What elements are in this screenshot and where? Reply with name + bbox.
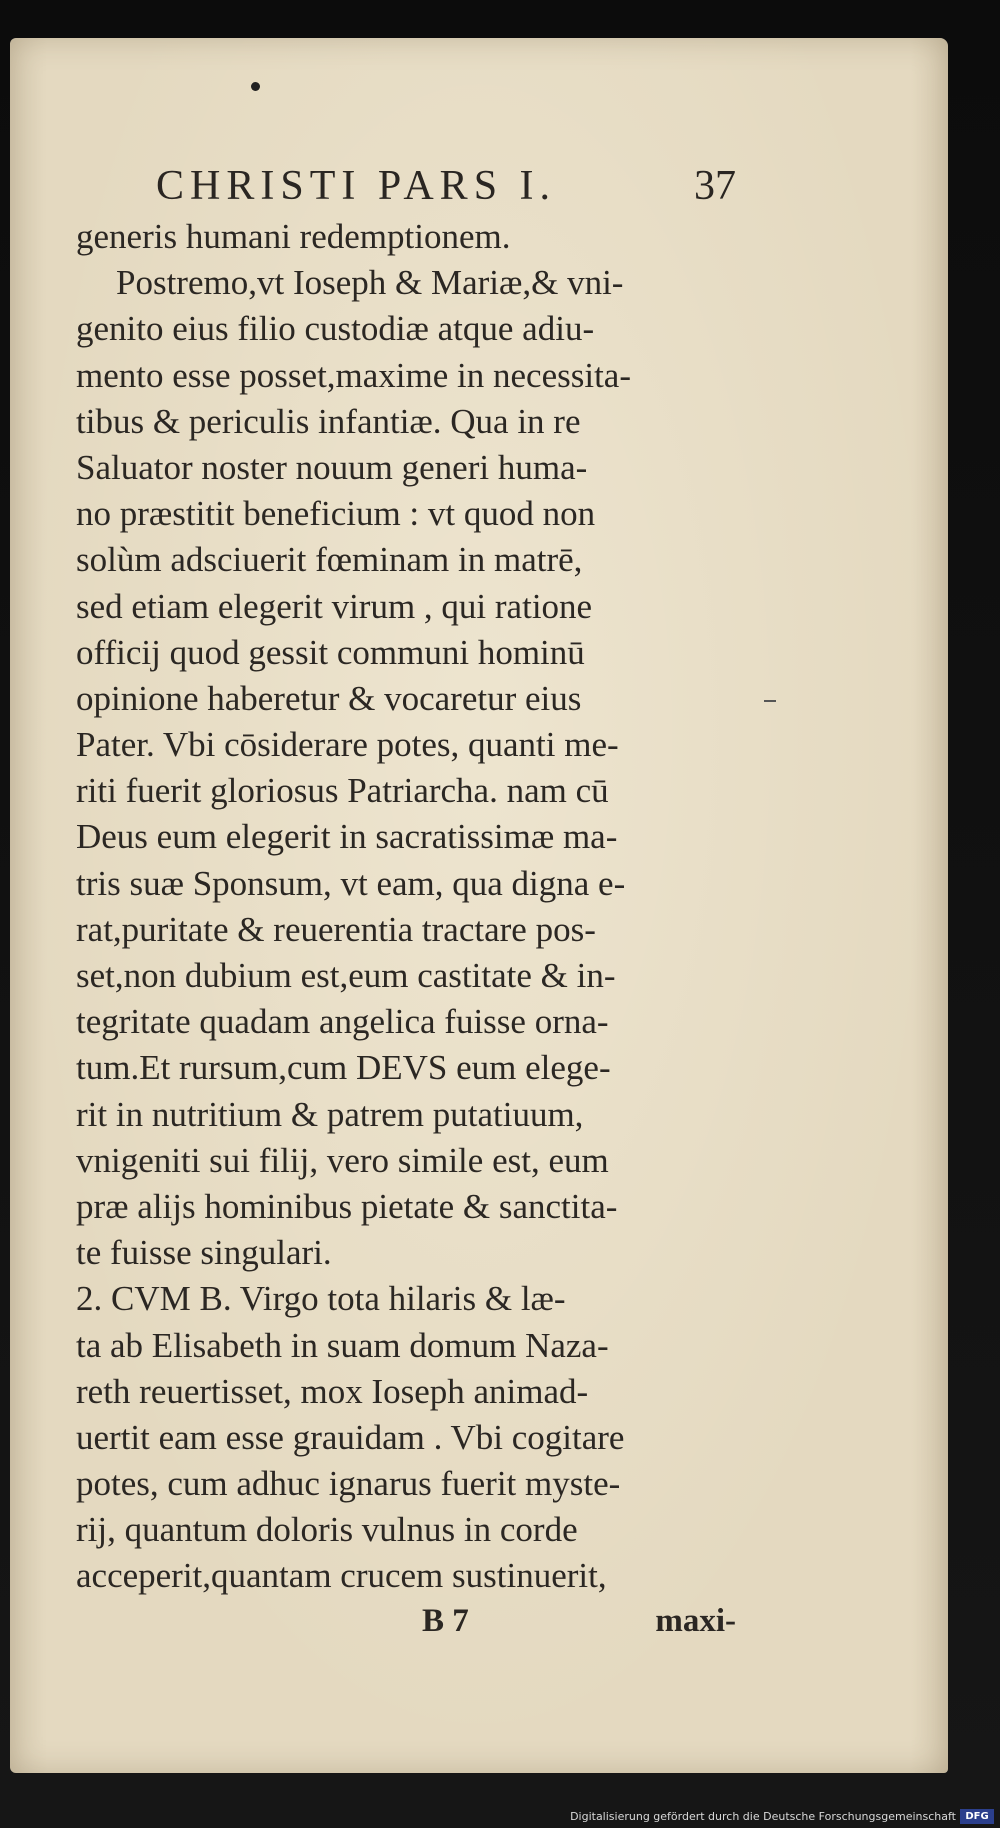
text-line: tris suæ Sponsum, vt eam, qua digna e-: [76, 863, 626, 903]
text-line: tegritate quadam angelica fuisse orna-: [76, 1002, 609, 1042]
book-page: [10, 38, 948, 1773]
catchword: maxi-: [655, 1603, 736, 1639]
text-line: rit in nutritium & patrem putatiuum,: [76, 1094, 584, 1134]
text-line: 2. CVM B. Virgo tota hilaris & læ-: [76, 1279, 566, 1319]
text-line: vnigeniti sui filij, vero simile est, eum: [76, 1140, 609, 1180]
text-line: Pater. Vbi cōsiderare potes, quanti me-: [76, 725, 619, 765]
text-line: riti fuerit gloriosus Patriarcha. nam cū: [76, 771, 609, 811]
text-line: generis humani redemptionem.: [76, 217, 511, 256]
text-line: uertit eam esse grauidam . Vbi cogitare: [76, 1417, 625, 1457]
signature-mark: B 7: [422, 1603, 469, 1639]
text-line: Deus eum elegerit in sacratissimæ ma-: [76, 817, 618, 857]
text-line: reth reuertisset, mox Ioseph animad-: [76, 1371, 589, 1411]
running-head: [156, 156, 736, 216]
text-line: genito eius filio custodiæ atque adiu-: [76, 309, 595, 349]
text-line: mento esse posset,maxime in necessita-: [76, 355, 631, 395]
text-line: rij, quantum doloris vulnus in corde: [76, 1510, 578, 1550]
body-text: [76, 214, 736, 1600]
text-line: tibus & periculis infantiæ. Qua in re: [76, 401, 581, 441]
text-line: præ alijs hominibus pietate & sanctita-: [76, 1186, 618, 1226]
text-line: opinione haberetur & vocaretur eius: [76, 678, 582, 718]
text-line: potes, cum adhuc ignarus fuerit myste-: [76, 1464, 621, 1504]
text-line: Postremo,vt Ioseph & Mariæ,& vni-: [116, 263, 624, 303]
text-line: te fuisse singulari.: [76, 1233, 332, 1273]
text-line: Saluator noster nouum generi huma-: [76, 447, 588, 487]
text-line: officij quod gessit communi hominū: [76, 632, 585, 672]
text-line: rat,puritate & reuerentia tractare pos-: [76, 909, 596, 949]
text-line: ta ab Elisabeth in suam domum Naza-: [76, 1325, 609, 1365]
digitization-credit: Digitalisierung gefördert durch die Deutsche Forschungsgemeinschaft: [570, 1810, 956, 1823]
text-line: set,non dubium est,eum castitate & in-: [76, 956, 616, 995]
dfg-logo: DFG: [960, 1809, 994, 1824]
text-line: acceperit,quantam crucem sustinuerit,: [76, 1556, 607, 1596]
page-number: 37: [694, 163, 736, 209]
text-line: tum.Et rursum,cum DEVS eum elege-: [76, 1048, 611, 1088]
text-line: solùm adsciuerit fœminam in matrē,: [76, 540, 583, 580]
text-line: sed etiam elegerit virum , qui ratione: [76, 586, 593, 626]
running-title: CHRISTI PARS I.: [156, 163, 557, 209]
text-line: no præstitit beneficium : vt quod non: [76, 494, 596, 534]
ink-spot: [251, 82, 260, 91]
margin-mark: [764, 700, 776, 702]
signature-line: [76, 1598, 736, 1644]
